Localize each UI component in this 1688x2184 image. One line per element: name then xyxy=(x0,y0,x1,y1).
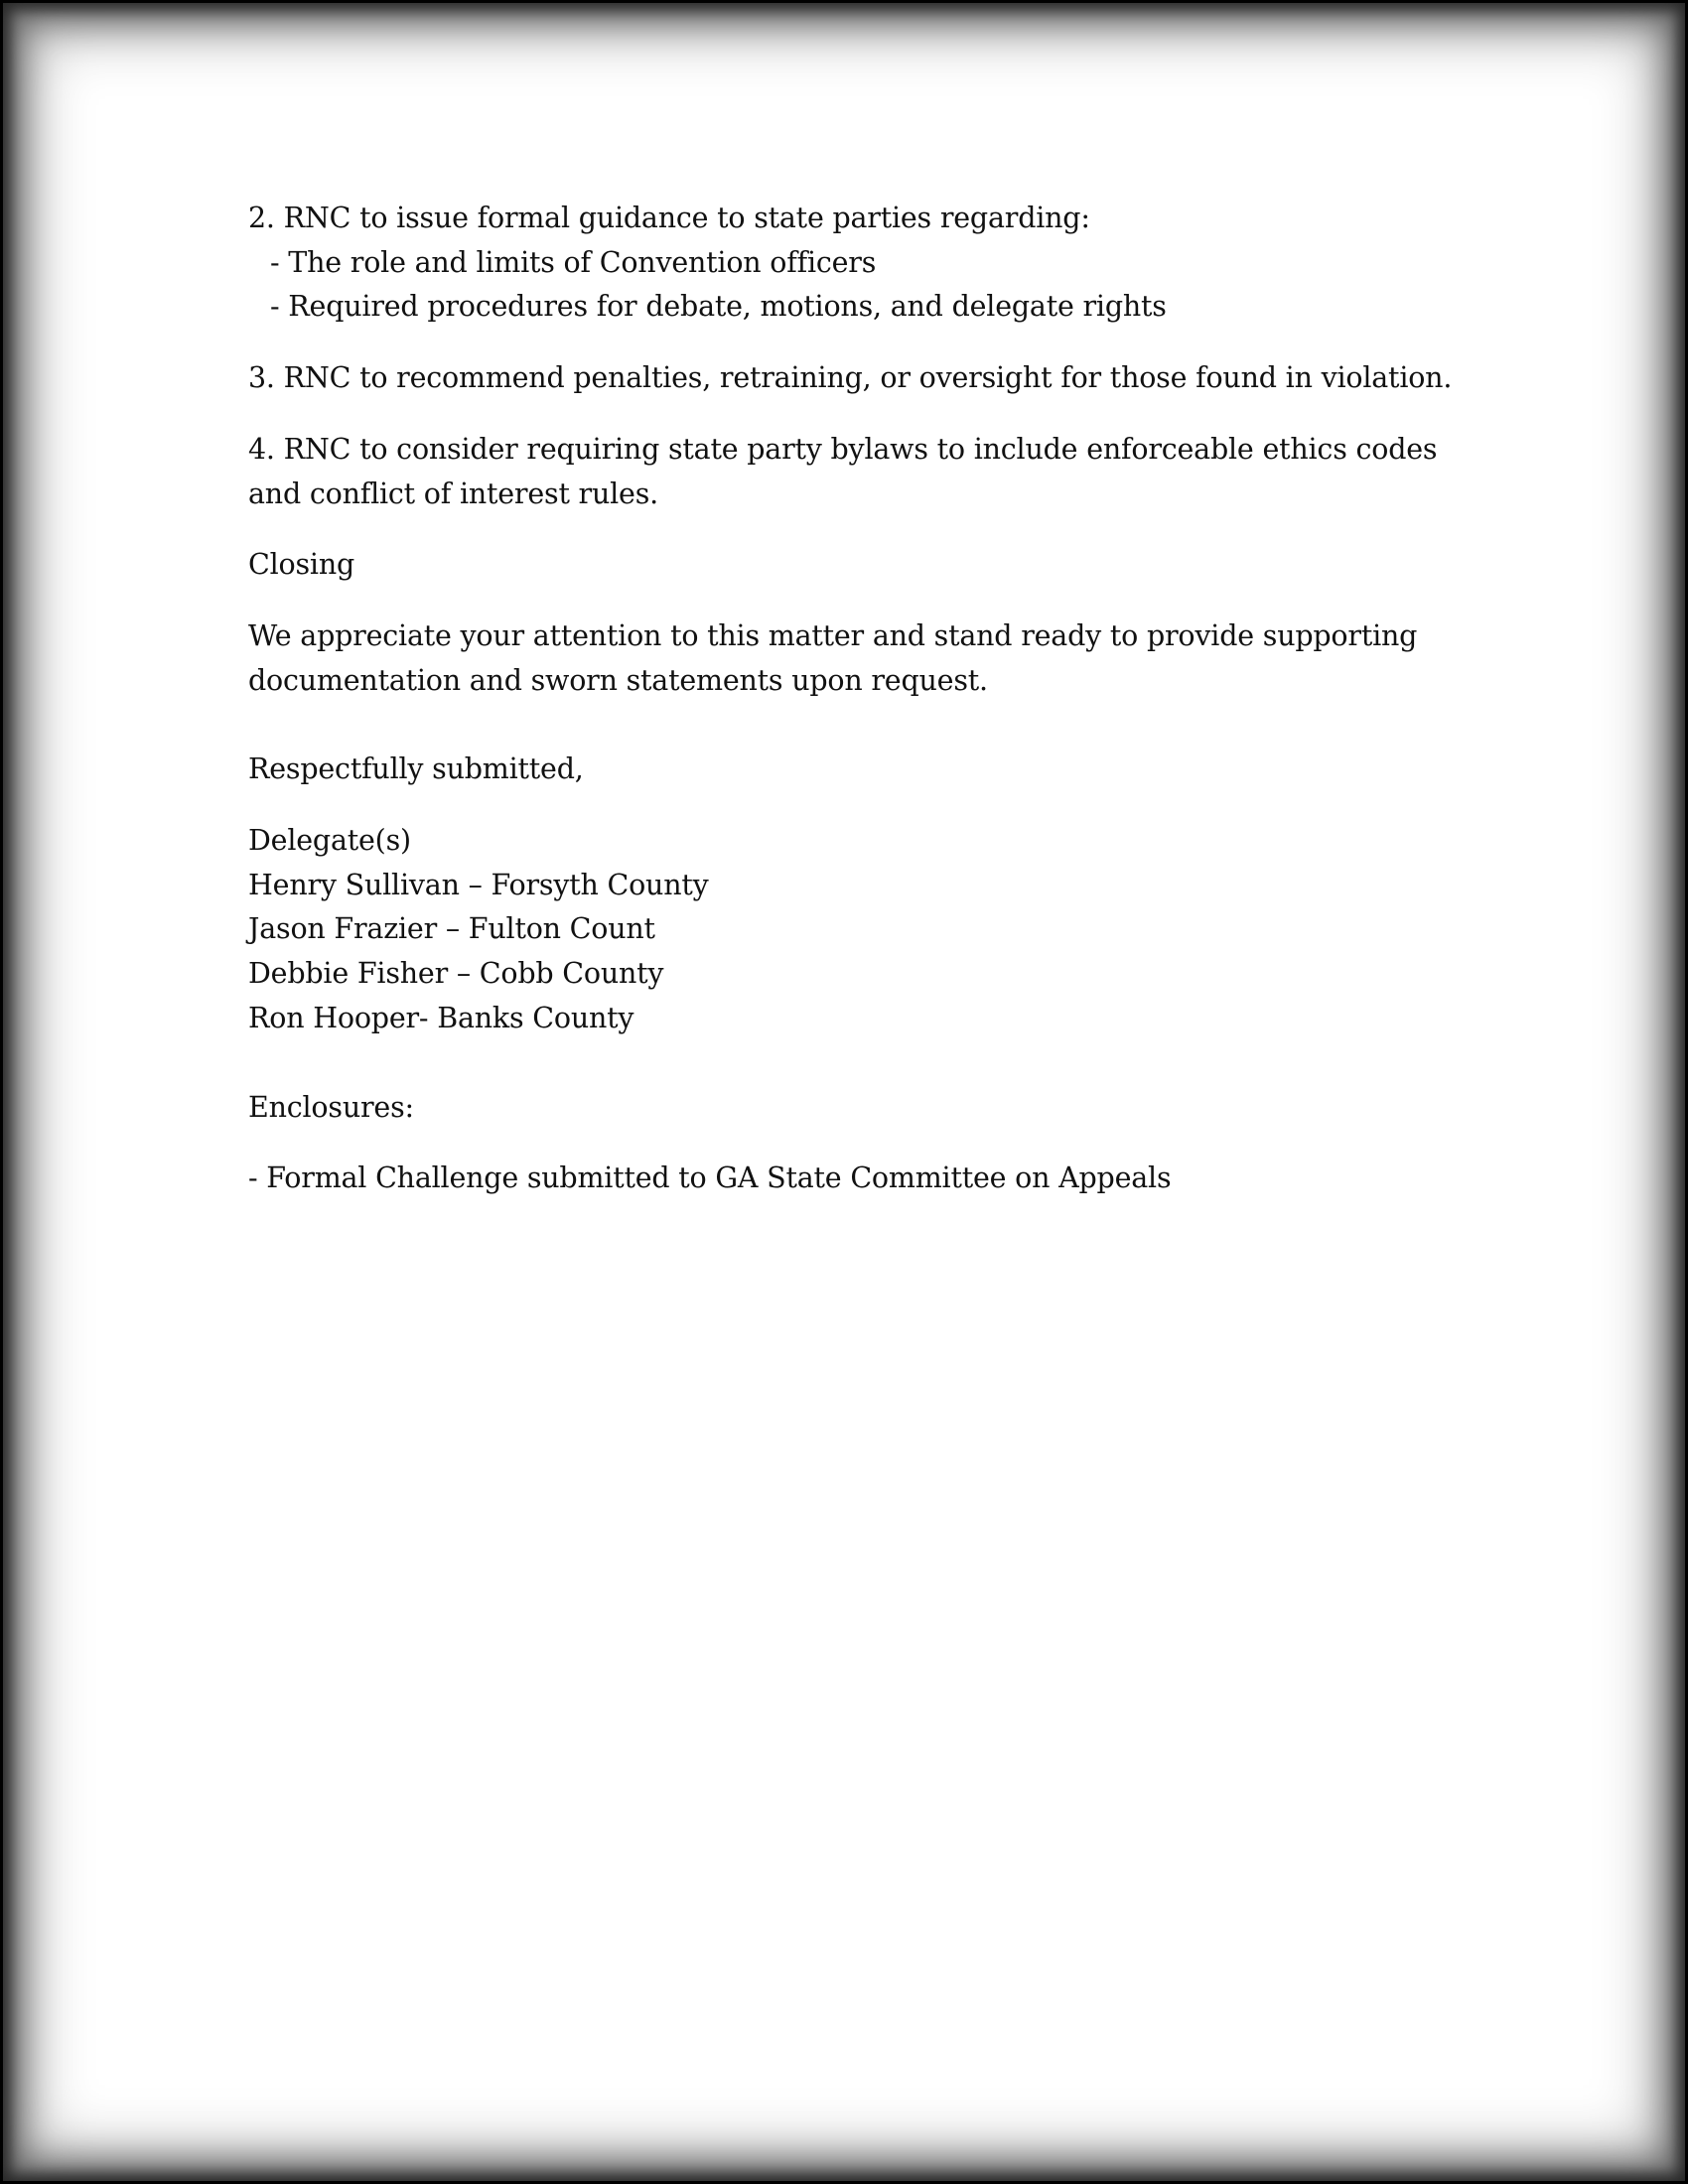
closing-paragraph xyxy=(248,614,1479,703)
closing-line: We appreciate your attention to this matter and stand ready to provide supporting xyxy=(248,618,1418,652)
delegates-block xyxy=(248,819,1479,1041)
enclosures-heading-block xyxy=(248,1086,1479,1131)
recommendation-4-line: and conflict of interest rules. xyxy=(248,477,659,510)
delegates-label: Delegate(s) xyxy=(248,824,411,858)
enclosure-item: - Formal Challenge submitted to GA State Committee on Appeals xyxy=(248,1161,1172,1195)
recommendation-4-line: 4. RNC to consider requiring state party bylaws to include enforceable ethics codes xyxy=(248,432,1438,466)
salutation: Respectfully submitted, xyxy=(248,752,584,786)
recommendation-2-subitem: - The role and limits of Convention officers xyxy=(270,245,877,279)
closing-line: documentation and sworn statements upon request. xyxy=(248,663,988,697)
delegate-entry: Debbie Fisher – Cobb County xyxy=(248,957,664,991)
enclosures-heading: Enclosures: xyxy=(248,1090,414,1124)
recommendation-4 xyxy=(248,428,1479,516)
enclosures-list xyxy=(248,1157,1479,1201)
delegate-entry: Ron Hooper- Banks County xyxy=(248,1001,634,1034)
recommendation-3 xyxy=(248,356,1479,401)
closing-heading-block xyxy=(248,543,1479,588)
recommendation-2 xyxy=(248,197,1479,330)
delegate-entry: Henry Sullivan – Forsyth County xyxy=(248,868,709,901)
recommendation-2-subitem: - Required procedures for debate, motions, and delegate rights xyxy=(270,290,1167,324)
recommendation-3-text: 3. RNC to recommend penalties, retraining, or oversight for those found in violation. xyxy=(248,361,1453,395)
salutation-block xyxy=(248,748,1479,792)
delegate-entry: Jason Frazier – Fulton Count xyxy=(248,912,655,946)
closing-heading: Closing xyxy=(248,548,355,582)
recommendation-2-text: 2. RNC to issue formal guidance to state parties regarding: xyxy=(248,202,1090,234)
document-body xyxy=(248,197,1479,1228)
